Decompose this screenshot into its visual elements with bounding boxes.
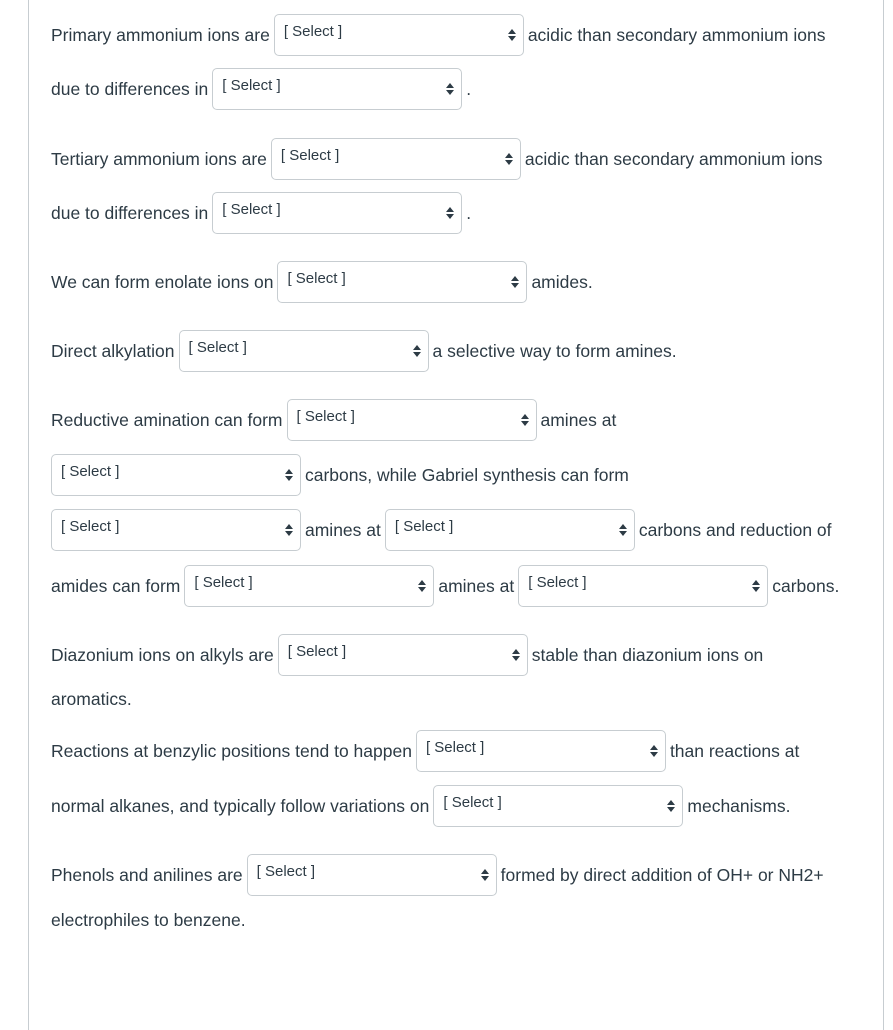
question-text: Tertiary ammonium ions are bbox=[51, 149, 267, 169]
question-line bbox=[51, 508, 832, 552]
question-line bbox=[51, 564, 839, 608]
select-placeholder: [ Select ] bbox=[188, 339, 247, 356]
question-line bbox=[51, 13, 825, 57]
select-arrows-icon bbox=[446, 207, 454, 219]
answer-select-16[interactable] bbox=[247, 854, 497, 896]
answer-select-1[interactable] bbox=[274, 14, 524, 56]
question-line bbox=[51, 729, 799, 773]
select-arrows-icon bbox=[285, 524, 293, 536]
question-line bbox=[51, 137, 823, 181]
question-line bbox=[51, 677, 132, 721]
question-line bbox=[51, 898, 246, 942]
answer-select-13[interactable] bbox=[278, 634, 528, 676]
question-text: amides. bbox=[531, 272, 593, 292]
question-text: carbons. bbox=[772, 576, 840, 596]
question-text: Primary ammonium ions are bbox=[51, 25, 270, 45]
question-line bbox=[51, 633, 763, 677]
question-text: We can form enolate ions on bbox=[51, 272, 274, 292]
select-placeholder: [ Select ] bbox=[287, 643, 347, 660]
select-placeholder: [ Select ] bbox=[283, 23, 343, 40]
question-line bbox=[51, 784, 790, 828]
question-text: acidic than secondary ammonium ions bbox=[527, 25, 826, 45]
question-text: mechanisms. bbox=[687, 796, 791, 816]
question-text: formed by direct addition of OH+ or NH2+ bbox=[500, 865, 824, 885]
select-placeholder: [ Select ] bbox=[528, 574, 587, 591]
question-line bbox=[51, 853, 824, 897]
select-arrows-icon bbox=[508, 29, 516, 41]
question-text: stable than diazonium ions on bbox=[531, 645, 764, 665]
select-arrows-icon bbox=[413, 345, 421, 357]
question-text: a selective way to form amines. bbox=[432, 341, 677, 361]
answer-select-7[interactable] bbox=[287, 399, 537, 441]
select-arrows-icon bbox=[511, 276, 519, 288]
answer-select-15[interactable] bbox=[433, 785, 683, 827]
select-placeholder: [ Select ] bbox=[194, 574, 253, 591]
select-arrows-icon bbox=[521, 414, 529, 426]
question-text: . bbox=[466, 203, 472, 223]
answer-select-4[interactable] bbox=[212, 192, 462, 234]
select-placeholder: [ Select ] bbox=[296, 408, 355, 425]
question-text: acidic than secondary ammonium ions bbox=[524, 149, 823, 169]
answer-select-11[interactable] bbox=[184, 565, 434, 607]
question-text: Reactions at benzylic positions tend to happen bbox=[51, 741, 412, 761]
select-arrows-icon bbox=[512, 649, 520, 661]
select-placeholder: [ Select ] bbox=[222, 201, 281, 218]
question-text: aromatics. bbox=[51, 689, 132, 709]
select-arrows-icon bbox=[481, 869, 489, 881]
select-placeholder: [ Select ] bbox=[287, 270, 346, 287]
select-arrows-icon bbox=[619, 524, 627, 536]
answer-select-10[interactable] bbox=[385, 509, 635, 551]
select-arrows-icon bbox=[285, 469, 293, 481]
select-placeholder: [ Select ] bbox=[280, 147, 340, 164]
select-placeholder: [ Select ] bbox=[222, 77, 281, 94]
question-line bbox=[51, 398, 616, 442]
question-line bbox=[51, 67, 471, 111]
select-arrows-icon bbox=[418, 580, 426, 592]
question-text: . bbox=[466, 79, 472, 99]
question-text: amines at bbox=[540, 410, 617, 430]
answer-select-9[interactable] bbox=[51, 509, 301, 551]
question-text: amines at bbox=[438, 576, 515, 596]
select-placeholder: [ Select ] bbox=[61, 518, 120, 535]
question-text: Diazonium ions on alkyls are bbox=[51, 645, 274, 665]
question-text: due to differences in bbox=[51, 203, 209, 223]
question-line bbox=[51, 260, 593, 304]
question-text: Direct alkylation bbox=[51, 341, 175, 361]
question-text: normal alkanes, and typically follow variations on bbox=[51, 796, 430, 816]
question-text: electrophiles to benzene. bbox=[51, 910, 246, 930]
select-placeholder: [ Select ] bbox=[425, 739, 485, 756]
question-text: amides can form bbox=[51, 576, 181, 596]
select-arrows-icon bbox=[446, 83, 454, 95]
question-text: due to differences in bbox=[51, 79, 209, 99]
answer-select-2[interactable] bbox=[212, 68, 462, 110]
answer-select-14[interactable] bbox=[416, 730, 666, 772]
select-placeholder: [ Select ] bbox=[394, 518, 454, 535]
select-arrows-icon bbox=[505, 153, 513, 165]
select-placeholder: [ Select ] bbox=[61, 463, 120, 480]
question-line bbox=[51, 453, 629, 497]
select-arrows-icon bbox=[752, 580, 760, 592]
question-text: carbons and reduction of bbox=[638, 520, 832, 540]
question-text: Reductive amination can form bbox=[51, 410, 283, 430]
answer-select-8[interactable] bbox=[51, 454, 301, 496]
question-line bbox=[51, 329, 677, 373]
answer-select-3[interactable] bbox=[271, 138, 521, 180]
question-text: than reactions at bbox=[669, 741, 800, 761]
select-placeholder: [ Select ] bbox=[443, 794, 502, 811]
answer-select-5[interactable] bbox=[277, 261, 527, 303]
select-arrows-icon bbox=[667, 800, 675, 812]
select-arrows-icon bbox=[650, 745, 658, 757]
question-text: Phenols and anilines are bbox=[51, 865, 243, 885]
question-line bbox=[51, 191, 471, 235]
answer-select-12[interactable] bbox=[518, 565, 768, 607]
answer-select-6[interactable] bbox=[179, 330, 429, 372]
question-text: carbons, while Gabriel synthesis can form bbox=[305, 465, 629, 485]
select-placeholder: [ Select ] bbox=[256, 863, 316, 880]
question-text: amines at bbox=[305, 520, 381, 540]
